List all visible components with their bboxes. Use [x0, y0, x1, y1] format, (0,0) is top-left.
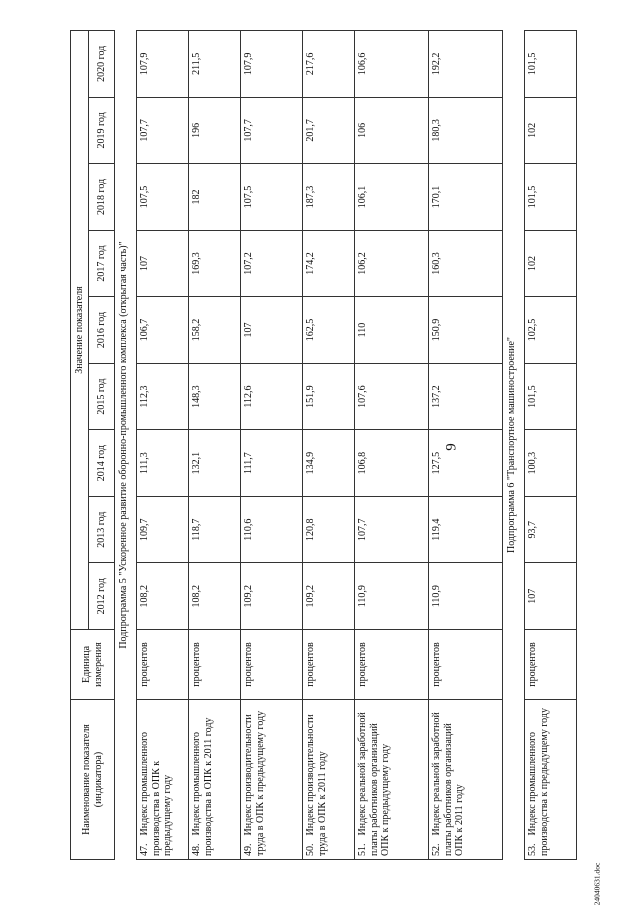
value-cell: 160,3 — [429, 230, 503, 297]
value-cell: 102 — [525, 230, 577, 297]
value-cell: 101,5 — [525, 164, 577, 231]
value-cell: 162,5 — [303, 297, 355, 364]
value-cell: 182 — [189, 164, 241, 231]
footer-filename: 24040631.doc — [592, 862, 602, 905]
value-cell: 109,7 — [137, 496, 189, 563]
row-index: 51. — [357, 843, 368, 856]
page-number: 9 — [443, 443, 460, 451]
value-cell: 201,7 — [303, 97, 355, 164]
value-cell: 119,4 — [429, 496, 503, 563]
indicator-unit: процентов — [429, 630, 503, 700]
row-name: Индекс промышленного производства в ОПК к 2011 году — [191, 717, 214, 856]
value-cell: 106,8 — [355, 430, 429, 497]
indicator-name — [189, 700, 241, 860]
indicator-unit: процентов — [303, 630, 355, 700]
indicator-name — [355, 700, 429, 860]
value-cell: 132,1 — [189, 430, 241, 497]
row-name: Индекс реальной заработной платы работников организаций ОПК к 2011 году — [431, 712, 465, 856]
table-row — [189, 31, 241, 860]
value-cell: 106,2 — [355, 230, 429, 297]
value-cell: 211,5 — [189, 31, 241, 98]
value-cell: 109,2 — [303, 563, 355, 630]
row-index: 49. — [243, 843, 254, 856]
value-cell: 107,5 — [137, 164, 189, 231]
header-unit: Единица измерения — [71, 630, 115, 700]
value-cell: 187,3 — [303, 164, 355, 231]
value-cell: 102,5 — [525, 297, 577, 364]
value-cell: 106,7 — [137, 297, 189, 364]
value-cell: 106 — [355, 97, 429, 164]
value-cell: 111,3 — [137, 430, 189, 497]
table-row-filler — [577, 31, 611, 860]
value-cell: 170,1 — [429, 164, 503, 231]
value-cell: 111,7 — [241, 430, 303, 497]
value-cell: 101,5 — [525, 363, 577, 430]
header-year: 2014 год — [89, 430, 115, 497]
row-name: Индекс промышленного производства к предыдущему году — [527, 708, 550, 856]
header-year: 2012 год — [89, 563, 115, 630]
row-name: Индекс производительности труда в ОПК к 2011 году — [305, 714, 328, 856]
header-year: 2018 год — [89, 164, 115, 231]
value-cell: 102 — [525, 97, 577, 164]
value-cell: 107,7 — [137, 97, 189, 164]
value-cell: 100,3 — [525, 430, 577, 497]
indicator-unit: процентов — [241, 630, 303, 700]
indicator-name — [303, 700, 355, 860]
table-row — [241, 31, 303, 860]
value-cell: 101,5 — [525, 31, 577, 98]
subprogram-row — [115, 31, 137, 860]
value-cell: 106,6 — [355, 31, 429, 98]
table-wrapper — [70, 30, 610, 860]
value-cell: 107,7 — [241, 97, 303, 164]
value-cell: 107,5 — [241, 164, 303, 231]
header-year: 2020 год — [89, 31, 115, 98]
value-cell: 110,6 — [241, 496, 303, 563]
value-cell: 148,3 — [189, 363, 241, 430]
value-cell: 107 — [525, 563, 577, 630]
value-cell: 151,9 — [303, 363, 355, 430]
indicator-name — [241, 700, 303, 860]
indicator-unit: процентов — [525, 630, 577, 700]
value-cell: 112,3 — [137, 363, 189, 430]
indicator-name — [429, 700, 503, 860]
table-row — [355, 31, 429, 860]
indicator-unit: процентов — [137, 630, 189, 700]
header-name: Наименование показателя (индикатора) — [71, 700, 115, 860]
value-cell: 127,5 — [429, 430, 503, 497]
value-cell: 118,7 — [189, 496, 241, 563]
value-cell: 107,2 — [241, 230, 303, 297]
value-cell: 107,9 — [137, 31, 189, 98]
header-year: 2019 год — [89, 97, 115, 164]
value-cell: 108,2 — [189, 563, 241, 630]
value-cell: 107,7 — [355, 496, 429, 563]
value-cell: 134,9 — [303, 430, 355, 497]
subprogram6-title: Подпрограмма 6 "Транспортное машиностроение" — [506, 336, 517, 554]
value-cell: 107,6 — [355, 363, 429, 430]
header-values-group: Значение показателя — [71, 31, 89, 630]
value-cell: 192,2 — [429, 31, 503, 98]
subprogram5-title: Подпрограмма 5 "Ускоренное развитие оборонно-промышленного комплекса (открытая часть)" — [118, 241, 129, 649]
indicator-unit: процентов — [189, 630, 241, 700]
value-cell: 106,1 — [355, 164, 429, 231]
row-index: 52. — [431, 843, 442, 856]
indicator-unit: процентов — [355, 630, 429, 700]
row-index: 48. — [191, 843, 202, 856]
value-cell: 120,8 — [303, 496, 355, 563]
indicator-name — [137, 700, 189, 860]
value-cell: 150,9 — [429, 297, 503, 364]
header-year: 2013 год — [89, 496, 115, 563]
row-index: 53. — [527, 843, 538, 856]
value-cell: 110 — [355, 297, 429, 364]
indicator-table-rotated — [70, 30, 610, 860]
row-index: 50. — [305, 843, 316, 856]
value-cell: 110,9 — [355, 563, 429, 630]
value-cell: 180,3 — [429, 97, 503, 164]
value-cell: 217,6 — [303, 31, 355, 98]
value-cell: 110,9 — [429, 563, 503, 630]
value-cell: 107,9 — [241, 31, 303, 98]
header-year: 2015 год — [89, 363, 115, 430]
indicator-table — [70, 30, 610, 860]
row-name: Индекс реальной заработной платы работников организаций ОПК к предыдущему году — [357, 712, 391, 856]
subprogram-row — [503, 31, 525, 860]
table-row — [303, 31, 355, 860]
table-row — [525, 31, 577, 860]
value-cell: 107 — [241, 297, 303, 364]
value-cell: 169,3 — [189, 230, 241, 297]
value-cell: 174,2 — [303, 230, 355, 297]
header-year: 2016 год — [89, 297, 115, 364]
value-cell: 93,7 — [525, 496, 577, 563]
table-row — [429, 31, 503, 860]
value-cell: 158,2 — [189, 297, 241, 364]
indicator-name — [525, 700, 577, 860]
value-cell: 137,2 — [429, 363, 503, 430]
value-cell: 109,2 — [241, 563, 303, 630]
row-index: 47. — [139, 843, 150, 856]
row-name: Индекс производительности труда в ОПК к предыдущему году — [243, 710, 266, 856]
value-cell: 108,2 — [137, 563, 189, 630]
table-row — [137, 31, 189, 860]
value-cell: 112,6 — [241, 363, 303, 430]
value-cell: 196 — [189, 97, 241, 164]
row-name: Индекс промышленного производства в ОПК к предыдущему году — [139, 731, 173, 856]
header-year: 2017 год — [89, 230, 115, 297]
value-cell: 107 — [137, 230, 189, 297]
